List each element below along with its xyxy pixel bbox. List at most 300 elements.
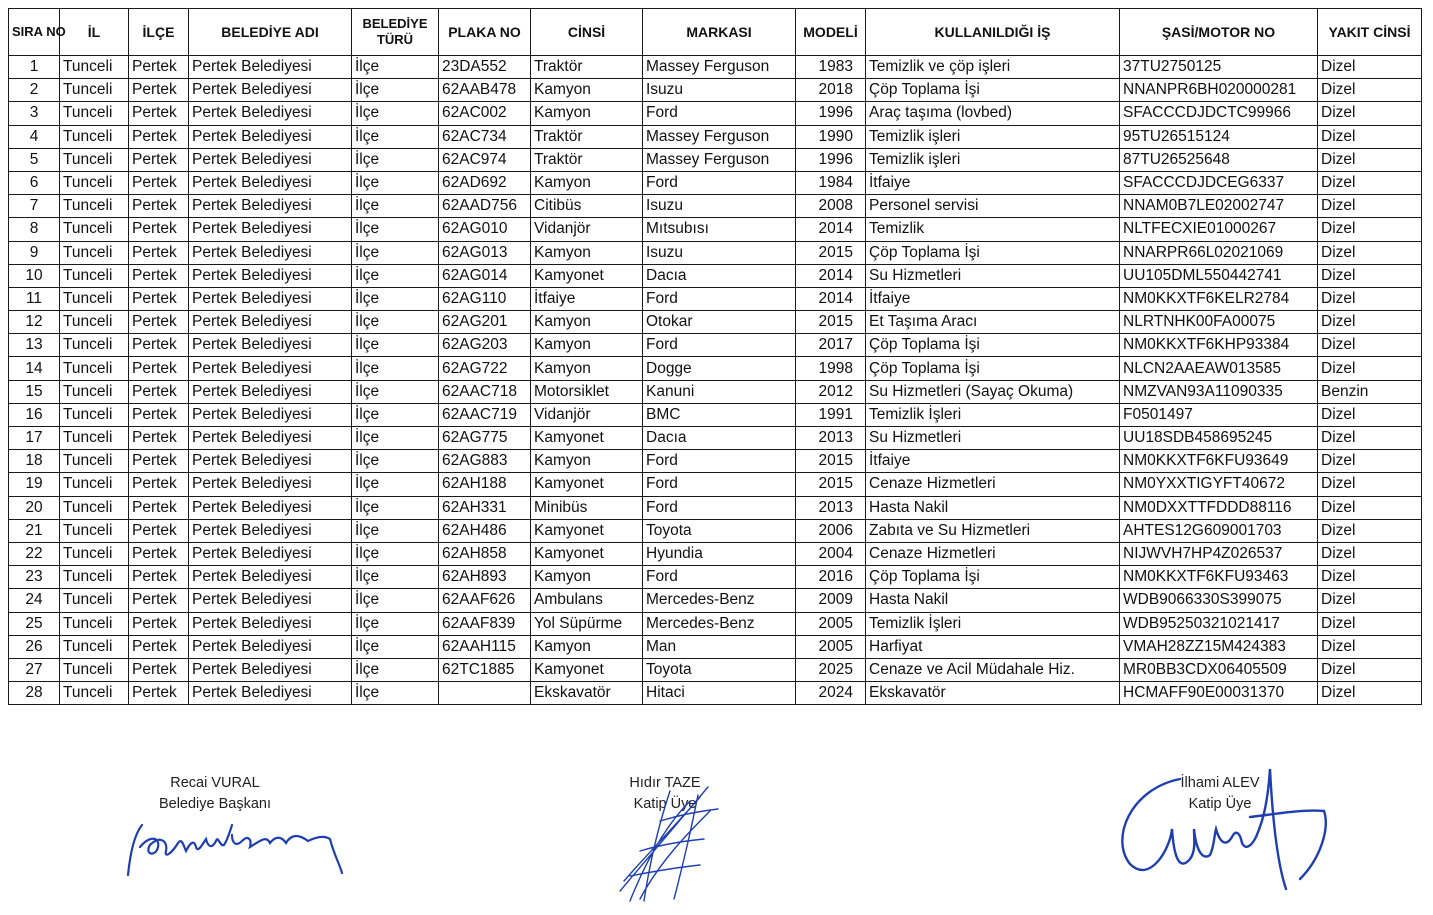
cell-cinsi: Kamyonet (531, 473, 643, 496)
cell-yakit-cinsi: Dizel (1318, 450, 1422, 473)
cell-ilce: Pertek (129, 427, 189, 450)
cell-markasi: Isuzu (643, 195, 796, 218)
table-row (9, 589, 1422, 612)
cell-il: Tunceli (60, 612, 129, 635)
cell-belediye-adi: Pertek Belediyesi (189, 195, 352, 218)
cell-kullanildigi-is: Temizlik İşleri (866, 612, 1120, 635)
cell-markasi: Mercedes-Benz (643, 612, 796, 635)
cell-sira-no: 22 (9, 542, 60, 565)
cell-belediye-adi: Pertek Belediyesi (189, 450, 352, 473)
table-row (9, 427, 1422, 450)
cell-yakit-cinsi: Dizel (1318, 56, 1422, 79)
cell-sasi-motor-no: NMZVAN93A11090335 (1120, 380, 1318, 403)
cell-markasi: Dogge (643, 357, 796, 380)
cell-belediye-turu: İlçe (352, 542, 439, 565)
cell-belediye-adi: Pertek Belediyesi (189, 612, 352, 635)
cell-belediye-turu: İlçe (352, 171, 439, 194)
cell-markasi: BMC (643, 403, 796, 426)
cell-belediye-adi: Pertek Belediyesi (189, 264, 352, 287)
cell-sasi-motor-no: 37TU2750125 (1120, 56, 1318, 79)
cell-plaka-no: 23DA552 (439, 56, 531, 79)
cell-sasi-motor-no: NNANPR6BH020000281 (1120, 79, 1318, 102)
cell-ilce: Pertek (129, 542, 189, 565)
table-row (9, 380, 1422, 403)
cell-markasi: Hyundia (643, 542, 796, 565)
cell-modeli: 2012 (796, 380, 866, 403)
cell-plaka-no: 62AG110 (439, 287, 531, 310)
cell-kullanildigi-is: Temizlik (866, 218, 1120, 241)
cell-kullanildigi-is: Çöp Toplama İşi (866, 334, 1120, 357)
cell-kullanildigi-is: Hasta Nakil (866, 496, 1120, 519)
header-sira-no: SIRA NO (9, 9, 60, 56)
cell-yakit-cinsi: Dizel (1318, 566, 1422, 589)
cell-ilce: Pertek (129, 519, 189, 542)
cell-plaka-no: 62AD692 (439, 171, 531, 194)
cell-belediye-turu: İlçe (352, 148, 439, 171)
cell-sasi-motor-no: MR0BB3CDX06405509 (1120, 658, 1318, 681)
cell-kullanildigi-is: Temizlik ve çöp işleri (866, 56, 1120, 79)
cell-yakit-cinsi: Dizel (1318, 148, 1422, 171)
cell-kullanildigi-is: Zabıta ve Su Hizmetleri (866, 519, 1120, 542)
cell-plaka-no: 62AG722 (439, 357, 531, 380)
cell-il: Tunceli (60, 542, 129, 565)
cell-modeli: 2013 (796, 496, 866, 519)
cell-modeli: 1983 (796, 56, 866, 79)
cell-sira-no: 11 (9, 287, 60, 310)
cell-cinsi: Kamyon (531, 566, 643, 589)
cell-sasi-motor-no: VMAH28ZZ15M424383 (1120, 635, 1318, 658)
table-row (9, 264, 1422, 287)
cell-yakit-cinsi: Dizel (1318, 496, 1422, 519)
cell-belediye-adi: Pertek Belediyesi (189, 496, 352, 519)
cell-belediye-turu: İlçe (352, 311, 439, 334)
cell-sasi-motor-no: UU105DML550442741 (1120, 264, 1318, 287)
cell-cinsi: Kamyonet (531, 427, 643, 450)
header-modeli: MODELİ (796, 9, 866, 56)
cell-cinsi: Traktör (531, 125, 643, 148)
table-row (9, 658, 1422, 681)
cell-il: Tunceli (60, 589, 129, 612)
cell-cinsi: Kamyonet (531, 658, 643, 681)
cell-yakit-cinsi: Dizel (1318, 125, 1422, 148)
cell-cinsi: Ambulans (531, 589, 643, 612)
cell-belediye-turu: İlçe (352, 357, 439, 380)
table-row (9, 241, 1422, 264)
cell-sira-no: 14 (9, 357, 60, 380)
cell-kullanildigi-is: İtfaiye (866, 287, 1120, 310)
cell-belediye-adi: Pertek Belediyesi (189, 566, 352, 589)
table-row (9, 635, 1422, 658)
signature-clerk-1 (590, 773, 740, 815)
cell-plaka-no: 62AG014 (439, 264, 531, 287)
cell-markasi: Ford (643, 287, 796, 310)
cell-cinsi: İtfaiye (531, 287, 643, 310)
cell-yakit-cinsi: Dizel (1318, 311, 1422, 334)
cell-belediye-adi: Pertek Belediyesi (189, 241, 352, 264)
cell-ilce: Pertek (129, 171, 189, 194)
table-row (9, 171, 1422, 194)
cell-cinsi: Kamyon (531, 79, 643, 102)
cell-yakit-cinsi: Dizel (1318, 357, 1422, 380)
cell-yakit-cinsi: Dizel (1318, 519, 1422, 542)
cell-kullanildigi-is: Çöp Toplama İşi (866, 241, 1120, 264)
cell-il: Tunceli (60, 682, 129, 705)
cell-il: Tunceli (60, 357, 129, 380)
cell-kullanildigi-is: Temizlik işleri (866, 125, 1120, 148)
cell-belediye-turu: İlçe (352, 682, 439, 705)
cell-il: Tunceli (60, 171, 129, 194)
cell-kullanildigi-is: Hasta Nakil (866, 589, 1120, 612)
cell-sira-no: 25 (9, 612, 60, 635)
cell-plaka-no: 62AH893 (439, 566, 531, 589)
table-body (9, 56, 1422, 705)
cell-plaka-no: 62AG883 (439, 450, 531, 473)
cell-markasi: Isuzu (643, 79, 796, 102)
cell-sira-no: 8 (9, 218, 60, 241)
signature-block (0, 770, 1433, 910)
signature-mayor (130, 773, 300, 815)
cell-belediye-adi: Pertek Belediyesi (189, 148, 352, 171)
cell-yakit-cinsi: Dizel (1318, 658, 1422, 681)
table-row (9, 125, 1422, 148)
header-sasi-motor-no: ŞASİ/MOTOR NO (1120, 9, 1318, 56)
cell-sasi-motor-no: UU18SDB458695245 (1120, 427, 1318, 450)
cell-cinsi: Yol Süpürme (531, 612, 643, 635)
cell-belediye-adi: Pertek Belediyesi (189, 56, 352, 79)
table-row (9, 519, 1422, 542)
cell-belediye-adi: Pertek Belediyesi (189, 427, 352, 450)
cell-markasi: Dacıa (643, 427, 796, 450)
table-row (9, 218, 1422, 241)
cell-il: Tunceli (60, 519, 129, 542)
cell-ilce: Pertek (129, 287, 189, 310)
cell-plaka-no: 62AAD756 (439, 195, 531, 218)
cell-cinsi: Motorsiklet (531, 380, 643, 403)
cell-kullanildigi-is: Çöp Toplama İşi (866, 566, 1120, 589)
table-row (9, 334, 1422, 357)
cell-markasi: Ford (643, 334, 796, 357)
cell-ilce: Pertek (129, 380, 189, 403)
cell-ilce: Pertek (129, 241, 189, 264)
cell-plaka-no: 62AH486 (439, 519, 531, 542)
cell-belediye-turu: İlçe (352, 403, 439, 426)
cell-yakit-cinsi: Dizel (1318, 542, 1422, 565)
cell-kullanildigi-is: Çöp Toplama İşi (866, 357, 1120, 380)
vehicle-inventory-sheet (8, 8, 1421, 705)
cell-plaka-no: 62AH858 (439, 542, 531, 565)
cell-markasi: Dacıa (643, 264, 796, 287)
cell-plaka-no: 62AAB478 (439, 79, 531, 102)
cell-belediye-adi: Pertek Belediyesi (189, 473, 352, 496)
cell-kullanildigi-is: Su Hizmetleri (866, 264, 1120, 287)
cell-markasi: Hitaci (643, 682, 796, 705)
cell-yakit-cinsi: Dizel (1318, 589, 1422, 612)
cell-markasi: Ford (643, 566, 796, 589)
cell-modeli: 2015 (796, 473, 866, 496)
cell-cinsi: Kamyonet (531, 519, 643, 542)
cell-il: Tunceli (60, 56, 129, 79)
cell-markasi: Ford (643, 102, 796, 125)
cell-sira-no: 26 (9, 635, 60, 658)
cell-markasi: Massey Ferguson (643, 56, 796, 79)
cell-belediye-adi: Pertek Belediyesi (189, 380, 352, 403)
cell-plaka-no: 62AG013 (439, 241, 531, 264)
cell-sira-no: 10 (9, 264, 60, 287)
cell-ilce: Pertek (129, 450, 189, 473)
cell-plaka-no: 62AAC719 (439, 403, 531, 426)
header-belediye-adi: BELEDİYE ADI (189, 9, 352, 56)
cell-markasi: Massey Ferguson (643, 125, 796, 148)
cell-kullanildigi-is: İtfaiye (866, 450, 1120, 473)
table-row (9, 79, 1422, 102)
cell-cinsi: Kamyonet (531, 542, 643, 565)
cell-yakit-cinsi: Dizel (1318, 264, 1422, 287)
cell-ilce: Pertek (129, 334, 189, 357)
header-kullanildigi-is: KULLANILDIĞI İŞ (866, 9, 1120, 56)
cell-sasi-motor-no: WDB9066330S399075 (1120, 589, 1318, 612)
cell-il: Tunceli (60, 658, 129, 681)
table-row (9, 566, 1422, 589)
cell-belediye-turu: İlçe (352, 264, 439, 287)
cell-il: Tunceli (60, 334, 129, 357)
cell-kullanildigi-is: Cenaze Hizmetleri (866, 542, 1120, 565)
signer-name: İlhami ALEV (1180, 775, 1260, 791)
cell-modeli: 2008 (796, 195, 866, 218)
cell-sira-no: 4 (9, 125, 60, 148)
cell-modeli: 1984 (796, 171, 866, 194)
cell-ilce: Pertek (129, 496, 189, 519)
cell-modeli: 2025 (796, 658, 866, 681)
cell-kullanildigi-is: Temizlik İşleri (866, 403, 1120, 426)
cell-kullanildigi-is: Su Hizmetleri (Sayaç Okuma) (866, 380, 1120, 403)
cell-yakit-cinsi: Dizel (1318, 241, 1422, 264)
signer-name: Hıdır TAZE (629, 775, 701, 791)
cell-belediye-turu: İlçe (352, 658, 439, 681)
cell-modeli: 1990 (796, 125, 866, 148)
cell-il: Tunceli (60, 496, 129, 519)
cell-sira-no: 19 (9, 473, 60, 496)
cell-yakit-cinsi: Dizel (1318, 102, 1422, 125)
cell-cinsi: Minibüs (531, 496, 643, 519)
cell-modeli: 2015 (796, 241, 866, 264)
cell-plaka-no: 62AAC718 (439, 380, 531, 403)
cell-modeli: 1996 (796, 102, 866, 125)
cell-yakit-cinsi: Dizel (1318, 287, 1422, 310)
table-row (9, 311, 1422, 334)
table-row (9, 148, 1422, 171)
cell-ilce: Pertek (129, 102, 189, 125)
cell-markasi: Kanuni (643, 380, 796, 403)
cell-belediye-turu: İlçe (352, 218, 439, 241)
cell-belediye-turu: İlçe (352, 450, 439, 473)
signer-role: Katip Üye (1188, 796, 1252, 812)
table-row (9, 682, 1422, 705)
cell-belediye-adi: Pertek Belediyesi (189, 519, 352, 542)
header-markasi: MARKASI (643, 9, 796, 56)
header-il: İL (60, 9, 129, 56)
cell-cinsi: Kamyonet (531, 264, 643, 287)
cell-sasi-motor-no: NM0KKXTF6KHP93384 (1120, 334, 1318, 357)
cell-ilce: Pertek (129, 682, 189, 705)
cell-belediye-turu: İlçe (352, 519, 439, 542)
cell-belediye-adi: Pertek Belediyesi (189, 79, 352, 102)
cell-ilce: Pertek (129, 658, 189, 681)
cell-sira-no: 18 (9, 450, 60, 473)
cell-modeli: 2016 (796, 566, 866, 589)
cell-cinsi: Kamyon (531, 635, 643, 658)
cell-ilce: Pertek (129, 148, 189, 171)
vehicle-table (8, 8, 1422, 705)
cell-ilce: Pertek (129, 264, 189, 287)
handwritten-signature-mayor (120, 795, 380, 885)
table-row (9, 195, 1422, 218)
cell-ilce: Pertek (129, 125, 189, 148)
cell-cinsi: Vidanjör (531, 218, 643, 241)
table-row (9, 56, 1422, 79)
cell-modeli: 2009 (796, 589, 866, 612)
cell-sasi-motor-no: NIJWVH7HP4Z026537 (1120, 542, 1318, 565)
handwritten-signature-clerk-1 (600, 781, 730, 906)
cell-belediye-adi: Pertek Belediyesi (189, 589, 352, 612)
cell-plaka-no: 62AC734 (439, 125, 531, 148)
cell-plaka-no (439, 682, 531, 705)
cell-markasi: Ford (643, 450, 796, 473)
header-yakit-cinsi: YAKIT CİNSİ (1318, 9, 1422, 56)
cell-plaka-no: 62AH331 (439, 496, 531, 519)
signature-clerk-2 (1155, 773, 1285, 815)
cell-ilce: Pertek (129, 218, 189, 241)
cell-modeli: 2024 (796, 682, 866, 705)
cell-plaka-no: 62AG201 (439, 311, 531, 334)
cell-sasi-motor-no: NNAM0B7LE02002747 (1120, 195, 1318, 218)
cell-ilce: Pertek (129, 56, 189, 79)
cell-markasi: Ford (643, 171, 796, 194)
cell-il: Tunceli (60, 450, 129, 473)
table-row (9, 496, 1422, 519)
cell-belediye-turu: İlçe (352, 334, 439, 357)
cell-il: Tunceli (60, 311, 129, 334)
cell-sira-no: 28 (9, 682, 60, 705)
cell-modeli: 1998 (796, 357, 866, 380)
cell-sasi-motor-no: NM0YXXTIGYFT40672 (1120, 473, 1318, 496)
table-row (9, 357, 1422, 380)
cell-sasi-motor-no: NLRTNHK00FA00075 (1120, 311, 1318, 334)
table-row (9, 403, 1422, 426)
cell-markasi: Mercedes-Benz (643, 589, 796, 612)
cell-sasi-motor-no: NM0KKXTF6KELR2784 (1120, 287, 1318, 310)
cell-kullanildigi-is: Personel servisi (866, 195, 1120, 218)
cell-modeli: 2005 (796, 635, 866, 658)
cell-sira-no: 13 (9, 334, 60, 357)
cell-markasi: Otokar (643, 311, 796, 334)
cell-belediye-adi: Pertek Belediyesi (189, 357, 352, 380)
cell-plaka-no: 62AG010 (439, 218, 531, 241)
cell-markasi: Ford (643, 496, 796, 519)
cell-sira-no: 15 (9, 380, 60, 403)
cell-il: Tunceli (60, 241, 129, 264)
cell-sasi-motor-no: SFACCCDJDCTC99966 (1120, 102, 1318, 125)
cell-markasi: Isuzu (643, 241, 796, 264)
cell-modeli: 2014 (796, 287, 866, 310)
table-header-row (9, 9, 1422, 56)
cell-cinsi: Kamyon (531, 241, 643, 264)
cell-ilce: Pertek (129, 566, 189, 589)
cell-markasi: Ford (643, 473, 796, 496)
cell-belediye-adi: Pertek Belediyesi (189, 635, 352, 658)
cell-sasi-motor-no: 95TU26515124 (1120, 125, 1318, 148)
cell-sasi-motor-no: NM0DXXTTFDDD88116 (1120, 496, 1318, 519)
header-ilce: İLÇE (129, 9, 189, 56)
cell-yakit-cinsi: Dizel (1318, 427, 1422, 450)
cell-belediye-adi: Pertek Belediyesi (189, 658, 352, 681)
cell-belediye-turu: İlçe (352, 635, 439, 658)
cell-cinsi: Kamyon (531, 450, 643, 473)
cell-il: Tunceli (60, 102, 129, 125)
cell-modeli: 2017 (796, 334, 866, 357)
cell-cinsi: Vidanjör (531, 403, 643, 426)
cell-ilce: Pertek (129, 403, 189, 426)
table-row (9, 473, 1422, 496)
cell-cinsi: Kamyon (531, 311, 643, 334)
cell-plaka-no: 62AG775 (439, 427, 531, 450)
cell-kullanildigi-is: Temizlik işleri (866, 148, 1120, 171)
cell-il: Tunceli (60, 148, 129, 171)
cell-kullanildigi-is: Su Hizmetleri (866, 427, 1120, 450)
cell-belediye-turu: İlçe (352, 473, 439, 496)
cell-modeli: 2015 (796, 450, 866, 473)
cell-belediye-turu: İlçe (352, 79, 439, 102)
cell-modeli: 2013 (796, 427, 866, 450)
cell-yakit-cinsi: Dizel (1318, 195, 1422, 218)
cell-modeli: 1991 (796, 403, 866, 426)
cell-sira-no: 21 (9, 519, 60, 542)
cell-yakit-cinsi: Dizel (1318, 171, 1422, 194)
cell-ilce: Pertek (129, 589, 189, 612)
cell-sasi-motor-no: NLTFECXIE01000267 (1120, 218, 1318, 241)
table-row (9, 612, 1422, 635)
cell-il: Tunceli (60, 380, 129, 403)
header-plaka-no: PLAKA NO (439, 9, 531, 56)
cell-sasi-motor-no: F0501497 (1120, 403, 1318, 426)
cell-markasi: Man (643, 635, 796, 658)
cell-kullanildigi-is: İtfaiye (866, 171, 1120, 194)
cell-ilce: Pertek (129, 612, 189, 635)
cell-cinsi: Traktör (531, 148, 643, 171)
cell-belediye-adi: Pertek Belediyesi (189, 171, 352, 194)
cell-ilce: Pertek (129, 79, 189, 102)
header-cinsi: CİNSİ (531, 9, 643, 56)
cell-sira-no: 17 (9, 427, 60, 450)
cell-belediye-adi: Pertek Belediyesi (189, 218, 352, 241)
cell-plaka-no: 62AC002 (439, 102, 531, 125)
cell-markasi: Toyota (643, 519, 796, 542)
cell-sasi-motor-no: WDB95250321021417 (1120, 612, 1318, 635)
cell-kullanildigi-is: Çöp Toplama İşi (866, 79, 1120, 102)
cell-belediye-turu: İlçe (352, 566, 439, 589)
cell-plaka-no: 62AAF839 (439, 612, 531, 635)
cell-sasi-motor-no: SFACCCDJDCEG6337 (1120, 171, 1318, 194)
cell-yakit-cinsi: Dizel (1318, 218, 1422, 241)
cell-il: Tunceli (60, 218, 129, 241)
cell-sasi-motor-no: AHTES12G609001703 (1120, 519, 1318, 542)
table-row (9, 542, 1422, 565)
header-belediye-turu: BELEDİYE TÜRÜ (352, 9, 439, 56)
cell-modeli: 1996 (796, 148, 866, 171)
cell-yakit-cinsi: Dizel (1318, 473, 1422, 496)
cell-cinsi: Citibüs (531, 195, 643, 218)
cell-markasi: Massey Ferguson (643, 148, 796, 171)
cell-belediye-turu: İlçe (352, 195, 439, 218)
